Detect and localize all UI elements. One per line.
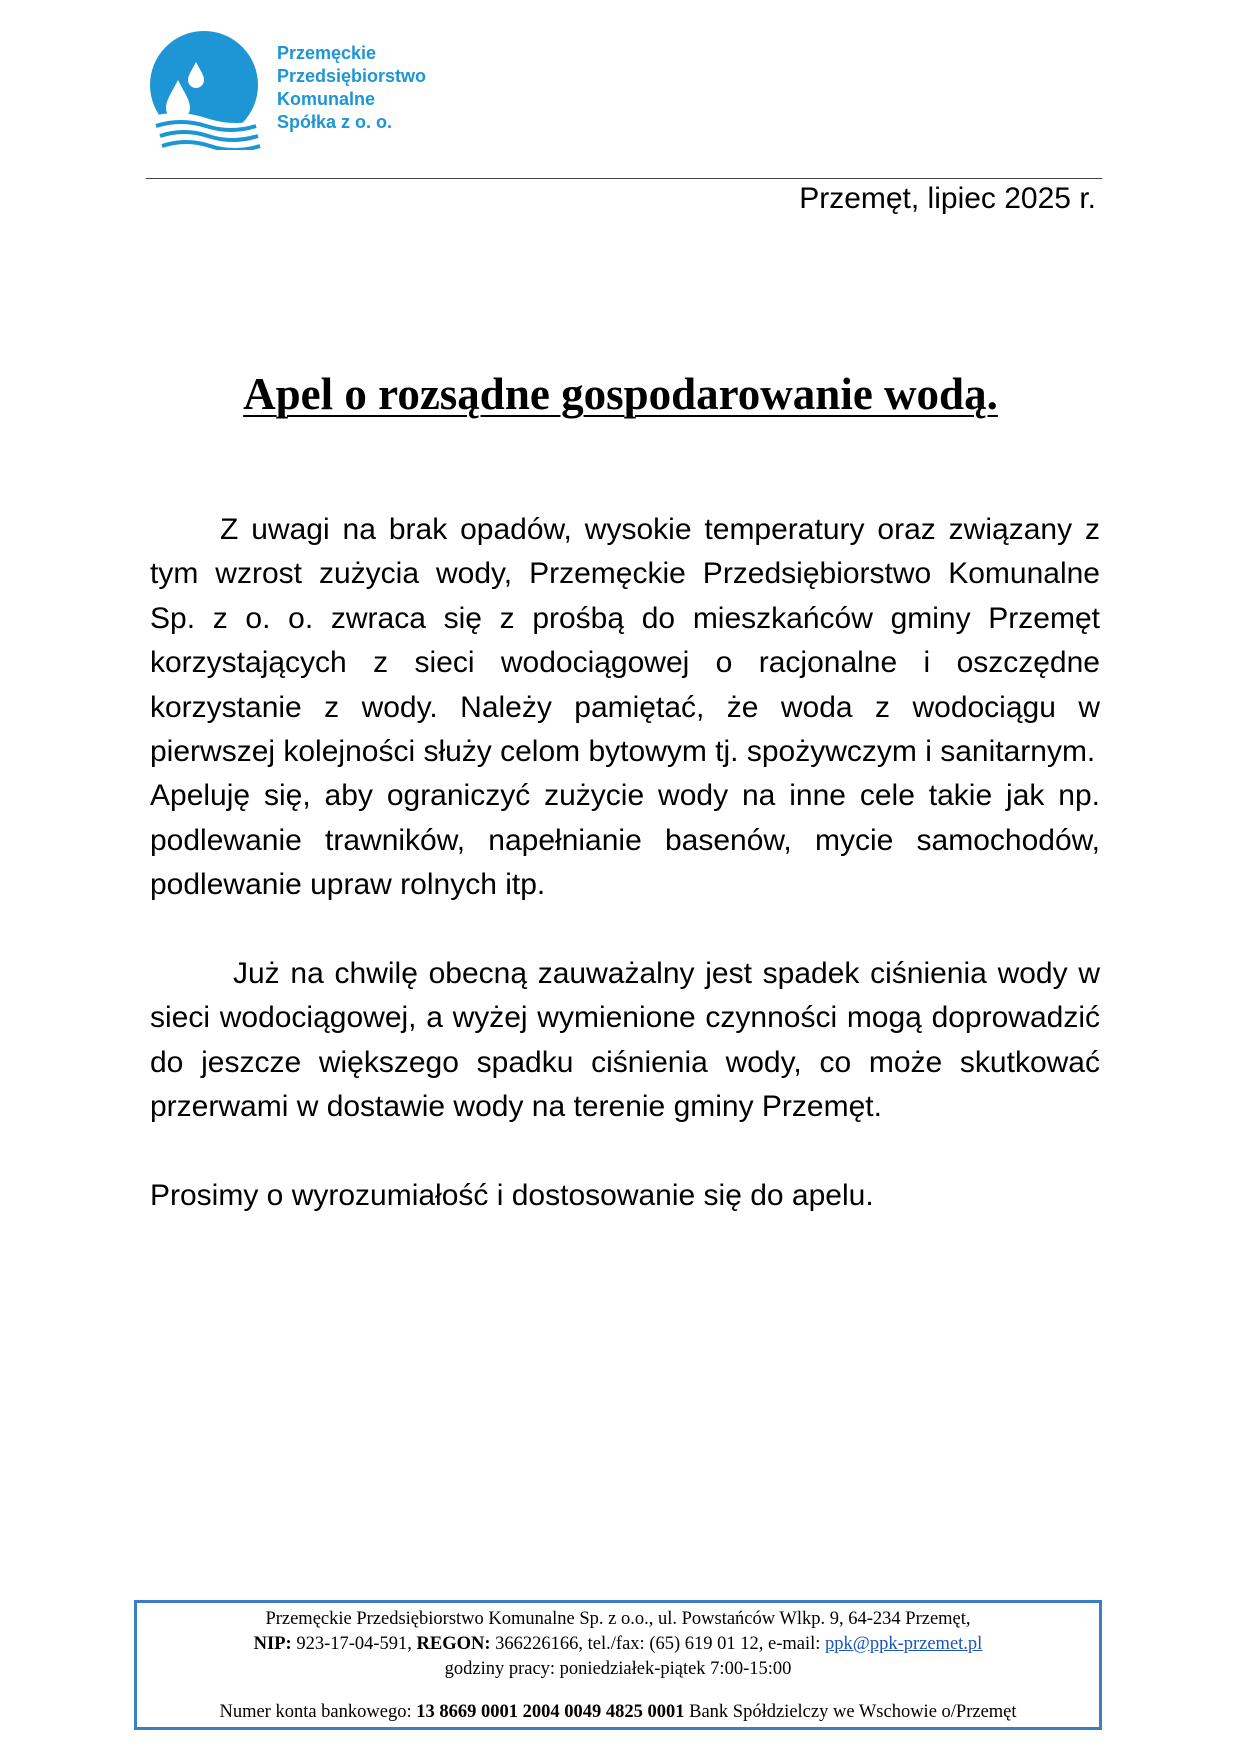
header-divider [146,178,1102,179]
footer-box [134,1600,1102,1730]
page-title: Apel o rozsądne gospodarowanie wodą. [243,369,998,419]
account-label: Numer konta bankowego: [219,1702,412,1722]
paragraph: Już na chwilę obecną zauważalny jest spadek ciśnienia wody w sieci wodociągowej, a wyżej wymienione czynności mogą doprowadzić do jeszcze większego spadku ciśnienia wody, co może skutkować przerwami w dostawie wody na terenie gminy Przemęt. [150,957,1100,1124]
closing-paragraph: Prosimy o wyrozumiałość i dostosowanie się do apelu. [150,1179,874,1213]
paragraph: Apeluję się, aby ograniczyć zużycie wody na inne cele takie jak np. podlewanie trawników, napełnianie basenów, mycie samochodów, podlewanie upraw rolnych itp. [150,779,1100,902]
logo-line: Przemęckie [277,43,377,63]
email-link[interactable]: ppk@ppk-przemet.pl [825,1634,983,1654]
logo-line: Komunalne [277,89,376,109]
nip-label: NIP: [253,1634,292,1654]
account-number: 13 8669 0001 2004 0049 4825 0001 [416,1702,685,1722]
company-logo [146,30,446,150]
letter-body [150,508,1100,1218]
logo-line: Przedsiębiorstwo [277,66,427,86]
footer-bank [137,1700,1099,1725]
logo-line: Spółka z o. o. [277,112,393,132]
bank-name: Bank Spółdzielczy we Wschowie o/Przemęt [689,1702,1017,1722]
water-drop-logo-icon [146,30,266,150]
footer-hours: godziny pracy: poniedziałek-piątek 7:00-15:00 [444,1659,792,1679]
nip-value: 923-17-04-591, [296,1634,412,1654]
date-line: Przemęt, lipiec 2025 r. [799,182,1096,215]
footer-address: Przemęckie Przedsiębiorstwo Komunalne Sp. z o.o., ul. Powstańców Wlkp. 9, 64-234 Przemęt, [265,1609,971,1629]
paragraph: Z uwagi na brak opadów, wysokie temperatury oraz związany z tym wzrost zużycia wody, Przemęckie Przedsiębiorstwo Komunalne Sp. z o. o. zwraca się z prośbą do mieszkańców gminy Przemęt korzystających z sieci wodociągowej o racjonalne i oszczędne korzystanie z wody. Należy pamiętać, że woda z wodociągu w pierwszej kolejności służy celom bytowym tj. spożywczym i sanitarnym. [150,513,1100,769]
logo-wordmark [277,42,426,134]
footer-ids [137,1632,1099,1657]
regon-label: REGON: [416,1634,491,1654]
regon-contact: 366226166, tel./fax: (65) 619 01 12, e-mail: [495,1634,821,1654]
